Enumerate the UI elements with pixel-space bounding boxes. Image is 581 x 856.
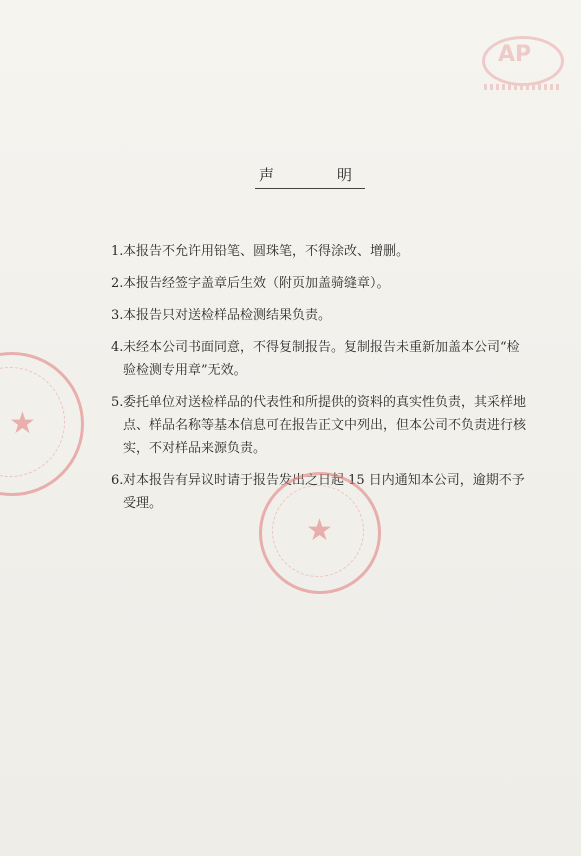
- center-official-stamp: [259, 472, 381, 594]
- title-char-2: 明: [337, 166, 353, 184]
- item-text: 委托单位对送检样品的代表性和所提供的资料的真实性负责，其采样地点、样品名称等基本信息可在报告正文中列出，但本公司不负责进行核实，不对样品来源负责。: [123, 395, 527, 456]
- item-number: 1.: [111, 244, 124, 259]
- title-char-1: 声: [259, 166, 275, 184]
- company-logo: [478, 36, 562, 98]
- star-icon: ★: [9, 406, 36, 441]
- statement-item: [111, 391, 531, 460]
- item-text: 未经本公司书面同意，不得复制报告。复制报告未重新加盖本公司“检验检测专用章”无效。: [123, 340, 520, 378]
- logo-text: AP: [498, 42, 532, 67]
- item-number: 3.: [111, 308, 124, 323]
- statement-item: [111, 304, 531, 327]
- document-title: [255, 164, 365, 189]
- item-number: 6.: [111, 473, 124, 488]
- statement-item: [111, 272, 531, 295]
- star-icon: ★: [306, 513, 333, 548]
- item-number: 5.: [111, 395, 124, 410]
- logo-subtext-graphic: [484, 84, 560, 90]
- item-text: 本报告只对送检样品检测结果负责。: [123, 308, 332, 323]
- item-text: 本报告经签字盖章后生效（附页加盖骑缝章）。: [123, 276, 390, 291]
- item-text: 本报告不允许用铅笔、圆珠笔，不得涂改、增删。: [123, 244, 410, 259]
- left-official-stamp: [0, 352, 84, 496]
- statement-item: [111, 336, 531, 382]
- item-number: 2.: [111, 276, 124, 291]
- statement-item: [111, 240, 531, 263]
- item-number: 4.: [111, 340, 124, 355]
- item-text: 对本报告有异议时请于报告发出之日起 15 日内通知本公司，逾期不予受理。: [123, 473, 525, 511]
